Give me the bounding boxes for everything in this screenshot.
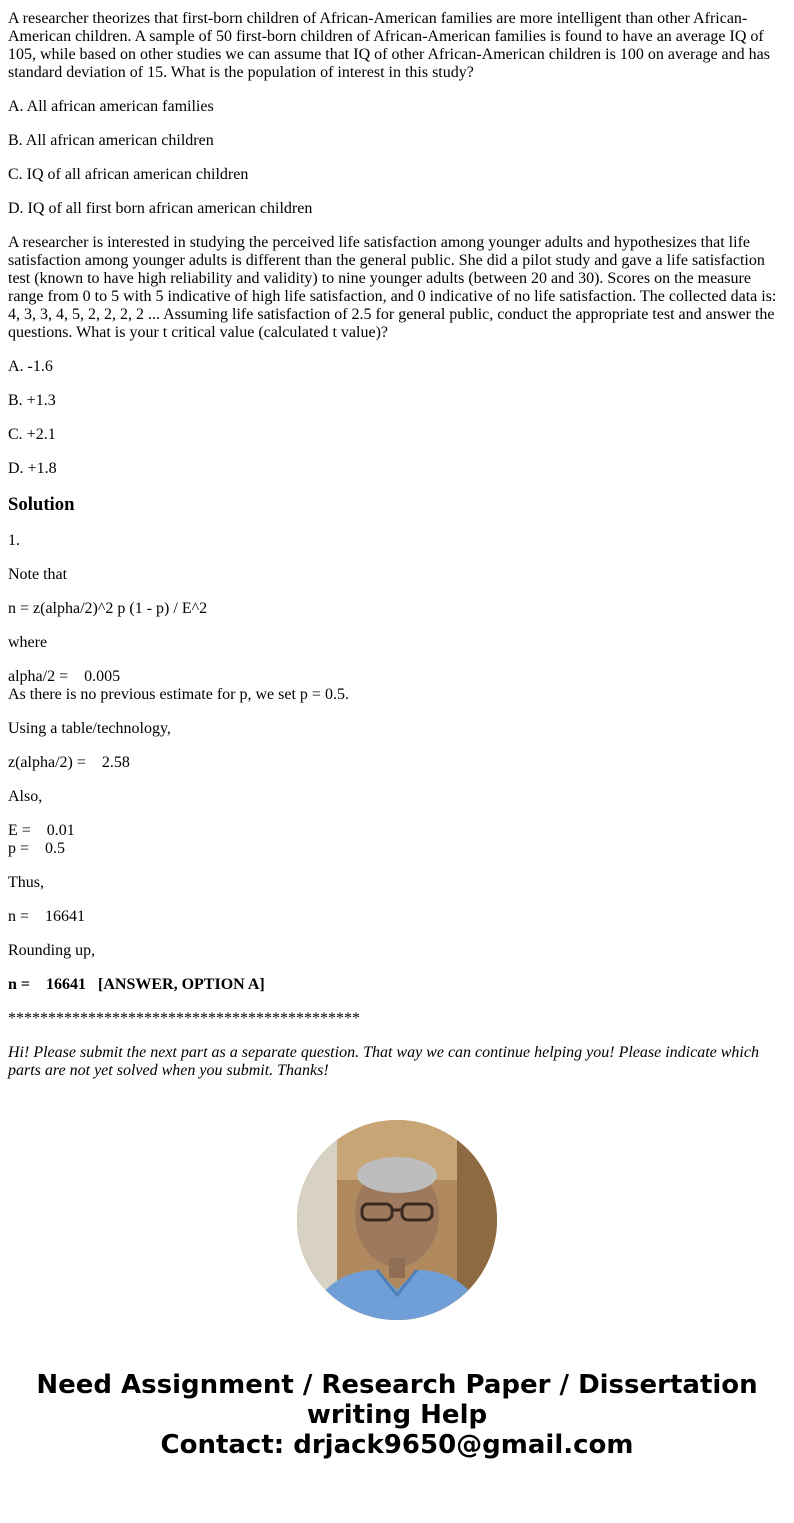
solution-also: Also,: [8, 788, 43, 805]
solution-z: z(alpha/2) = 2.58: [8, 754, 130, 771]
solution-answer: n = 16641 [ANSWER, OPTION A]: [8, 976, 265, 993]
solution-p: p = 0.5: [8, 840, 66, 857]
question2-option-a: A. -1.6: [8, 358, 53, 375]
solution-closing: Hi! Please submit the next part as a separate question. That way we can continue helping you! Please indicate which parts are not yet solved when you submit. Thanks!: [8, 1044, 759, 1079]
question1-option-d: D. IQ of all first born african american children: [8, 200, 313, 217]
solution-formula: n = z(alpha/2)^2 p (1 - p) / E^2: [8, 600, 208, 617]
solution-thus: Thus,: [8, 874, 44, 891]
promo-line-1: Need Assignment / Research Paper / Dissertation writing Help: [36, 1370, 758, 1430]
solution-using-table: Using a table/technology,: [8, 720, 171, 737]
solution-no-estimate: As there is no previous estimate for p, we set p = 0.5.: [8, 686, 349, 703]
question2-text: A researcher is interested in studying the perceived life satisfaction among younger adults and hypothesizes that life satisfaction among younger adults is different than the general public. She did a pilot study and gave a life satisfaction test (known to have high reliability and validity) to nine younger adults (between 20 and 30). Scores on the measure range from 0 to 5 with 5 indicative of high life satisfaction, and 0 indicative of no life satisfaction. The collected data is: 4, 3, 3, 4, 5, 2, 2, 2, 2 ... Assuming life satisfaction of 2.5 for general public, conduct the appropriate test and answer the questions. What is your t critical value (calculated t value)?: [8, 234, 777, 341]
promo-line-2: Contact: drjack9650@gmail.com: [160, 1430, 634, 1460]
question2-option-b: B. +1.3: [8, 392, 56, 409]
solution-stars: ********************************************: [8, 1010, 360, 1027]
solution-note: Note that: [8, 566, 68, 583]
solution-alpha: alpha/2 = 0.005: [8, 668, 121, 685]
solution-heading: Solution: [8, 494, 75, 515]
solution-where: where: [8, 634, 48, 651]
avatar: [297, 1120, 497, 1320]
avatar-portrait-icon: [297, 1120, 497, 1320]
question2-option-d: D. +1.8: [8, 460, 57, 477]
promo-banner: [8, 1370, 786, 1460]
question1-option-c: C. IQ of all african american children: [8, 166, 249, 183]
question1-option-b: B. All african american children: [8, 132, 214, 149]
solution-rounding: Rounding up,: [8, 942, 96, 959]
solution-n: n = 16641: [8, 908, 86, 925]
solution-e: E = 0.01: [8, 822, 75, 839]
question2-option-c: C. +2.1: [8, 426, 56, 443]
solution-number: 1.: [8, 532, 20, 549]
avatar-container: [8, 1120, 786, 1320]
question1-text: A researcher theorizes that first-born children of African-American families are more intelligent than other African-American children. A sample of 50 first-born children of African-American families is found to have an average IQ of 105, while based on other studies we can assume that IQ of other African-American children is 100 on average and has standard deviation of 15. What is the population of interest in this study?: [8, 10, 770, 81]
question1-option-a: A. All african american families: [8, 98, 214, 115]
